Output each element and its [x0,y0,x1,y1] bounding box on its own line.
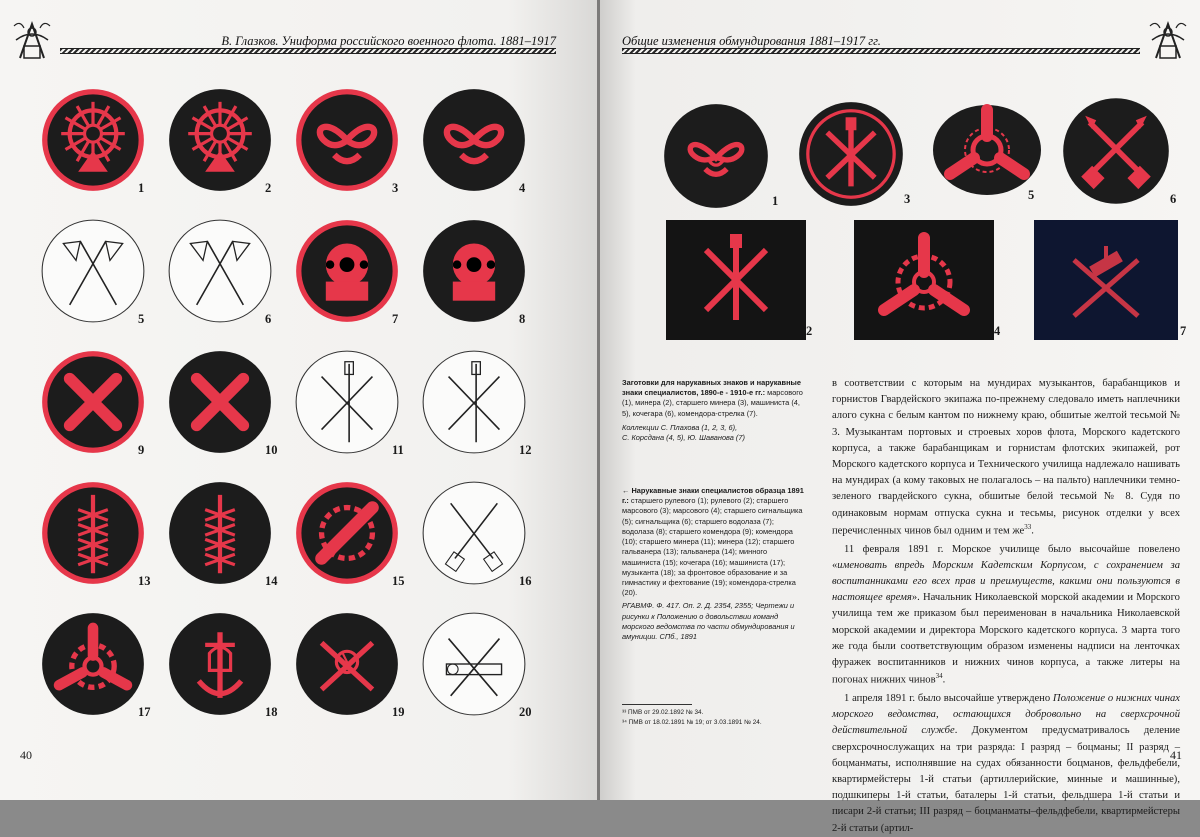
navy-emblem-icon [1148,18,1188,62]
badge-photo-kochegar [1060,96,1172,206]
badge-helmet-icon [294,218,400,324]
badge-number: 7 [1180,324,1187,338]
running-head: Общие изменения обмундирования 1881–1917 гг. [622,34,881,48]
badge-drawing-cell [38,609,166,739]
paragraph-text: 11 февраля 1891 г. Морское училище было высочайше повелено « [832,543,1180,571]
badge-flags-icon [167,218,273,324]
badge-wheel-icon [167,87,273,193]
badge-number: 2 [806,324,813,338]
badge-drawing-cell [292,609,420,739]
footnote: ³³ ПМВ от 29.02.1892 № 34. [622,709,704,716]
badge-bolts-icon [167,480,273,586]
badge-number: 18 [265,705,278,719]
badge-cannons-icon [167,349,273,455]
paragraph-text: в соответствии с которым на мундирах музыкантов, барабанщиков и горнистов Гвардейского экипажа по-прежнему следовало иметь наплечники алого сукна с белым кантом по нижнему краю, обшитые желтой тесьмой № 3. Музыкантам портовых и строевых хоров флота, Морского кадетского корпуса, а также барабанщикам и горнистам флотских экипажей, рот Морского кадетского корпуса и Технического училища надлежало нашивать на мундирах (а кому таковых не полагалось – на пальто) наплечники темно-зеленого гвардейского сукна, обшитые белой тесьмой № 8. Судя по одинаковым нормам отпуска сукна и тесьмы, рисунок отделки у всех перечисленных чинов был одним и тем же [832,378,1180,537]
badge-number: 10 [265,443,278,457]
caption-source: С. Корсдана (4, 5), Ю. Шаванова (7) [622,433,745,443]
paragraph-text: ». Начальник Николаевской морской академии и Морского училища тем же приказом был переименован в начальника Николаевской морской академии и директора Морского кадетского корпуса. 3 марта того же года были соответствующим образом изменены надписи на ленточках фуражек воспитанников и нижних чинов корпуса, а также литеры на погонах нижних чинов [832,592,1180,686]
badge-number: 5 [138,312,145,326]
caption-title: Заготовки для нарукавных знаков и нарукавные знаки специалистов, 1890-е - 1910-е гг.: [622,378,801,398]
document-title-italic: Положение о нижних чинах морского ведомства, остающихся добровольно на сверхсрочной действительной службе [832,692,1180,737]
badge-anchor-icon [167,611,273,717]
badge-number: 16 [519,574,532,588]
badge-number: 7 [392,312,399,326]
badge-torpedo-icon [294,480,400,586]
badge-photo-mashinist-square [854,220,994,340]
badge-number: 17 [138,705,151,719]
page-number: 41 [1170,748,1182,762]
running-head: В. Глазков. Униформа российского военного флота. 1881–1917 [221,34,556,48]
right-page [600,0,1200,834]
badge-number: 1 [138,181,145,195]
badge-number: 12 [519,443,532,457]
badge-number: 3 [904,192,911,206]
badge-rifles-icon [294,611,400,717]
badge-drawing-cell [165,609,293,739]
badge-knot-icon [421,87,527,193]
footnote-ref: 34 [935,672,943,681]
badge-drawing-cell [419,478,547,608]
arrow-left-icon: ← [622,486,630,495]
badge-number: 8 [519,312,526,326]
badge-drawing-cell [292,85,420,215]
caption-drawings [622,486,804,642]
caption-source: РГАВМФ. Ф. 417. Оп. 2. Д. 2354, 2355; Чертежи и рисунки к Положению о довольствии команд морского ведомства по части обмундирования и амуниции. СПб., 1891 [622,601,795,642]
footnote-ref: 33 [1024,522,1032,531]
caption-source: Коллекции С. Плахова (1, 2, 3, 6), [622,422,738,432]
badge-drawing-cell [165,478,293,608]
badge-wheel-icon [40,87,146,193]
badge-drawing-cell [419,347,547,477]
badge-mines-icon [421,349,527,455]
badge-number: 11 [392,443,404,457]
badge-number: 13 [138,574,151,588]
badge-drawing-cell [38,216,166,346]
caption-title: Нарукавные знаки специалистов образца 1891 г.: [622,486,804,506]
badge-photo-marsovoy [660,102,772,210]
badge-drawing-cell [292,478,420,608]
badge-photo-starshiy-miner [796,100,906,208]
badge-number: 3 [392,181,399,195]
badge-drawing-cell [38,85,166,215]
footnote-rule [622,704,692,705]
badge-bolts-icon [40,480,146,586]
badge-number: 9 [138,443,145,457]
badge-flags-icon [40,218,146,324]
badge-photo-mashinist [932,104,1042,196]
badge-number: 14 [265,574,278,588]
footnote: ³⁴ ПМВ от 18.02.1891 № 19; от 3.03.1891 № 24. [622,718,762,726]
badge-mines-icon [294,349,400,455]
badge-number: 5 [1028,188,1035,202]
badge-number: 20 [519,705,532,719]
badge-number: 4 [994,324,1001,338]
badge-drawing-cell [165,216,293,346]
body-text: в соответствии с которым на мундирах музыкантов, барабанщиков и горнистов Гвардейского экипажа по-прежнему следовало иметь наплечники алого сукна с белым кантом по нижнему краю, обшитые желтой тесьмой № 3. Музыкантам портовых и строевых хоров флота, Морского кадетского корпуса, а также барабанщикам и горнистам флотских экипажей, рот Морского кадетского корпуса и Технического училища надлежало нашивать на мундирах (а кому таковых не полагалось – на пальто) наплечники темно-зеленого гвардейского сукна, обшитые белой тесьмой № 8. Судя по одинаковым нормам отпуска сукна и тесьмы, рисунок отделки у всех перечисленных чинов был одним и тем $же^{33}$. 11 февраля 1891 г. Морское училище было высочайше повелено «именовать впредь Морским Кадетским Корпусом, с сохранением за воспитанниками его всех прав и преимуществ, какими они пользуются в настоящее время». Начальник Николаевской морской академии и Морского училища тем же приказом был переименован в начальника Николаевской морской академии и директора Морского кадетского корпуса. 3 марта того же года были соответствующим образом изменены надписи на ленточках фуражек воспитанников и нижних чинов корпуса, а также литеры на погонах нижних чинов$^{34}$. 1 апреля 1891 г. было высочайше утверждено Положение о нижних чинах морского ведомства, остающихся добровольно на сверхсрочной действительной службе. Документом предусматривалось деление сверхсрочнослужащих на три разряда: I разряд – боцманы; II разряд – боцманматы, исполнявшие на судах обязанности боцманов, фельдфебели, квартирмейстеры 1-й статьи (артиллерийские, минные и машинные), подшкиперы 1-й статьи, баталеры 1-й статьи, фельдшера 1-й статьи и писари 2-й статьи; III разряд – боцманматы–фельдфебели, квартирмейстеры 2-й статьи (артил- [832,378,1180,834]
badge-photo-komendor-strelok [1034,220,1178,340]
navy-emblem-icon [12,18,52,62]
badge-drawing-cell [419,85,547,215]
badge-gun-icon [421,611,527,717]
badge-helmet-icon [421,218,527,324]
badge-drawing-cell [165,347,293,477]
paragraph-text: . Документом предусматривалось деление сверхсрочнослужащих на три разряда: I разряд – боцманы; II разряд – боцманматы, исполнявшие на судах обязанности боцманов, фельдфебели, квартирмейстеры 1-й статьи (артиллерийские, минные и машинные), подшкиперы 1-й статьи, баталеры 1-й статьи, фельдшера 1-й статьи и писари 2-й статьи; III разряд – боцманматы–фельдфебели, квартирмейстеры 2-й статьи (артил- [832,725,1180,834]
paragraph-text: 1 апреля 1891 г. было высочайше утверждено [844,692,1053,704]
caption-body: марсового (1), минера (2), старшего минера (3), машиниста (4, 5), кочегара (6), комендора-стрелка (7). [622,388,803,418]
badge-number: 6 [1170,192,1177,206]
badge-drawing-cell [419,216,547,346]
quote-italic: именовать впредь Морским Кадетским Корпусом, с сохранением за воспитанниками его всех прав и преимуществ, какими они пользуются в настоящее время [832,559,1180,604]
badge-number: 2 [265,181,272,195]
badge-drawing-cell [292,347,420,477]
badge-drawing-cell [38,478,166,608]
badge-shovels-icon [421,480,527,586]
badge-number: 19 [392,705,405,719]
badge-knot-icon [294,87,400,193]
footnotes [622,708,812,727]
badge-engine-icon [40,611,146,717]
badge-drawing-cell [38,347,166,477]
caption-photos [622,378,804,443]
left-page [0,0,598,800]
badge-number: 4 [519,181,526,195]
badge-drawing-cell [165,85,293,215]
badge-cannons-icon [40,349,146,455]
badge-drawing-cell [292,216,420,346]
header-rope-rule [622,48,1140,54]
caption-body: старшего рулевого (1); рулевого (2); старшего марсового (3); марсового (4); старшего сигнальщика (5); сигнальщика (6); старшего водолаза (7); водолаза (8); старшего комендора (9); комендора (10); старшего минера (11); минера (12); старшего гальванера (13); гальванера (14); минного машиниста (15); кочегара (16); машиниста (17); музыканта (18); за фронтовое образование и за гимнастику и фехтование (19); комендора-стрелка (20). [622,496,803,598]
badge-number: 6 [265,312,272,326]
page-number: 40 [20,748,32,762]
badge-photo-miner-square [666,220,806,340]
badge-drawing-cell [419,609,547,739]
badge-number: 15 [392,574,405,588]
badge-number: 1 [772,194,779,208]
